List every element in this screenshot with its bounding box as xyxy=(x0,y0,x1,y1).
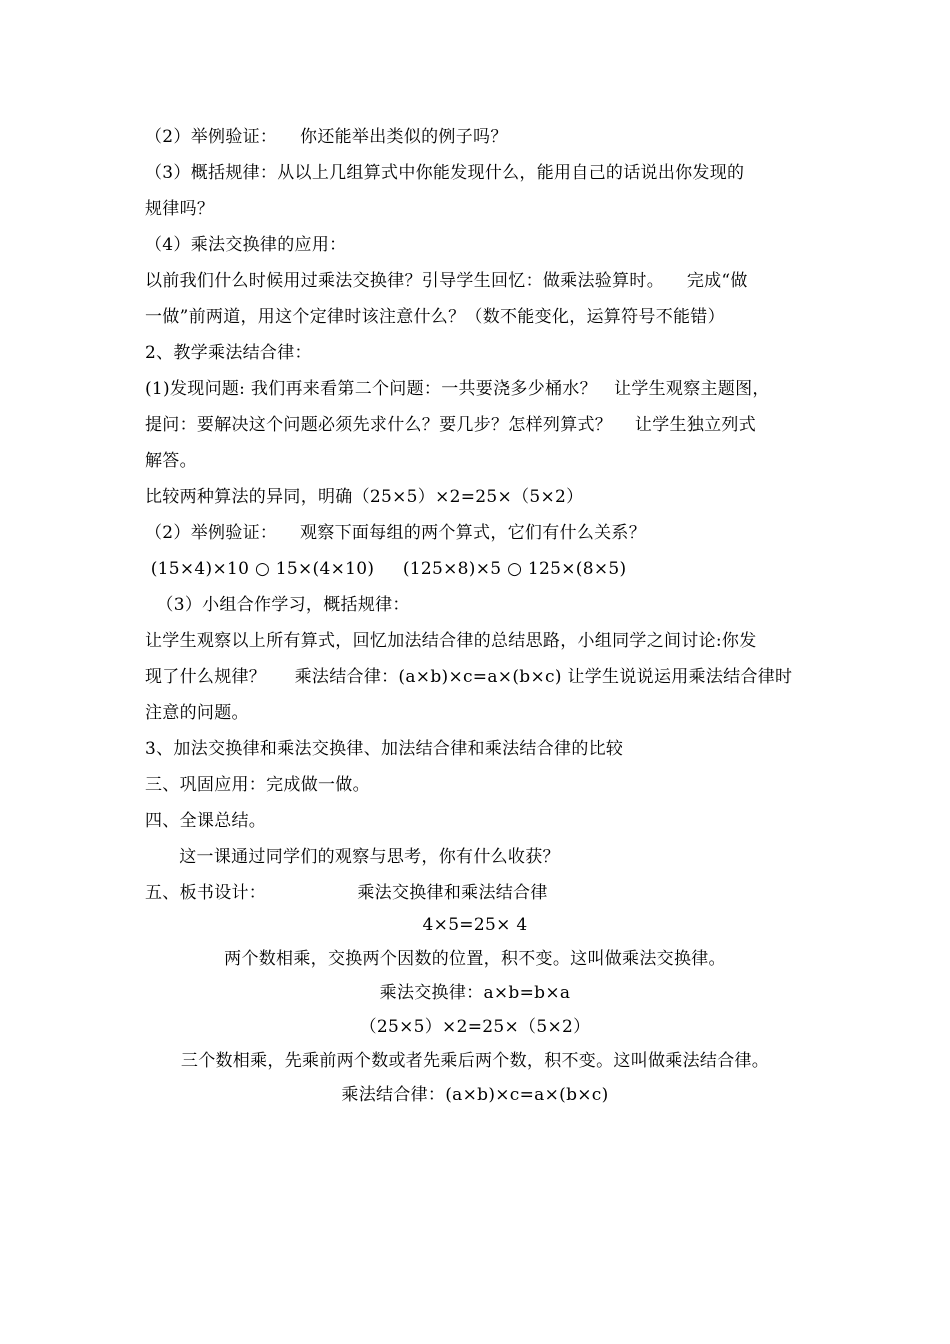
board-line: 两个数相乘，交换两个因数的位置，积不变。这叫做乘法交换律。 xyxy=(224,949,726,969)
board-line: 4×5=25× 4 xyxy=(422,915,528,935)
text-line: 一做”前两道，用这个定律时该注意什么？（数不能变化，运算符号不能错） xyxy=(145,307,725,327)
board-line: （25×5）×2=25×（5×2） xyxy=(359,1017,591,1037)
text-line: 规律吗？ xyxy=(145,199,215,219)
text-line: （4）乘法交换律的应用： xyxy=(145,235,347,255)
text-line: 比较两种算法的异同，明确（25×5）×2=25×（5×2） xyxy=(145,487,584,507)
board-line: 乘法交换律：a×b=b×a xyxy=(379,983,571,1003)
text-line: 2、教学乘法结合律： xyxy=(145,343,312,363)
text-line: 四、全课总结。 xyxy=(145,811,267,831)
text-line: （3）概括规律：从以上几组算式中你能发现什么，能用自己的话说出你发现的 xyxy=(145,163,745,183)
text-line: 现了什么规律？ 乘法结合律：(a×b)×c=a×(b×c) 让学生说说运用乘法结合律时 xyxy=(145,667,793,687)
text-line: 3、加法交换律和乘法交换律、加法结合律和乘法结合律的比较 xyxy=(145,739,624,759)
text-line: 让学生观察以上所有算式，回忆加法结合律的总结思路，小组同学之间讨论:你发 xyxy=(145,631,757,651)
text-line: (1)发现问题: 我们再来看第二个问题：一共要浇多少桶水？ 让学生观察主题图， xyxy=(145,379,770,399)
text-line: 三、巩固应用：完成做一做。 xyxy=(145,775,370,795)
text-line: （3）小组合作学习，概括规律： xyxy=(145,595,410,615)
text-line: 提问：要解决这个问题必须先求什么？要几步？怎样列算式？ 让学生独立列式 xyxy=(145,415,757,435)
board-design-heading: 五、板书设计： 乘法交换律和乘法结合律 xyxy=(145,883,548,903)
board-line: 乘法结合律：(a×b)×c=a×(b×c) xyxy=(341,1085,609,1105)
text-line: 这一课通过同学们的观察与思考，你有什么收获？ xyxy=(145,847,560,867)
text-line: （2）举例验证： 观察下面每组的两个算式，它们有什么关系？ xyxy=(145,523,647,543)
text-line: （2）举例验证： 你还能举出类似的例子吗？ xyxy=(145,127,508,147)
text-line: 注意的问题。 xyxy=(145,703,249,723)
text-line: (15×4)×10 ○ 15×(4×10) (125×8)×5 ○ 125×(8×5) xyxy=(145,559,627,579)
board-line: 三个数相乘，先乘前两个数或者先乘后两个数，积不变。这叫做乘法结合律。 xyxy=(180,1051,770,1071)
text-line: 解答。 xyxy=(145,451,197,471)
text-line: 以前我们什么时候用过乘法交换律？引导学生回忆：做乘法验算时。 完成“做 xyxy=(145,271,748,291)
